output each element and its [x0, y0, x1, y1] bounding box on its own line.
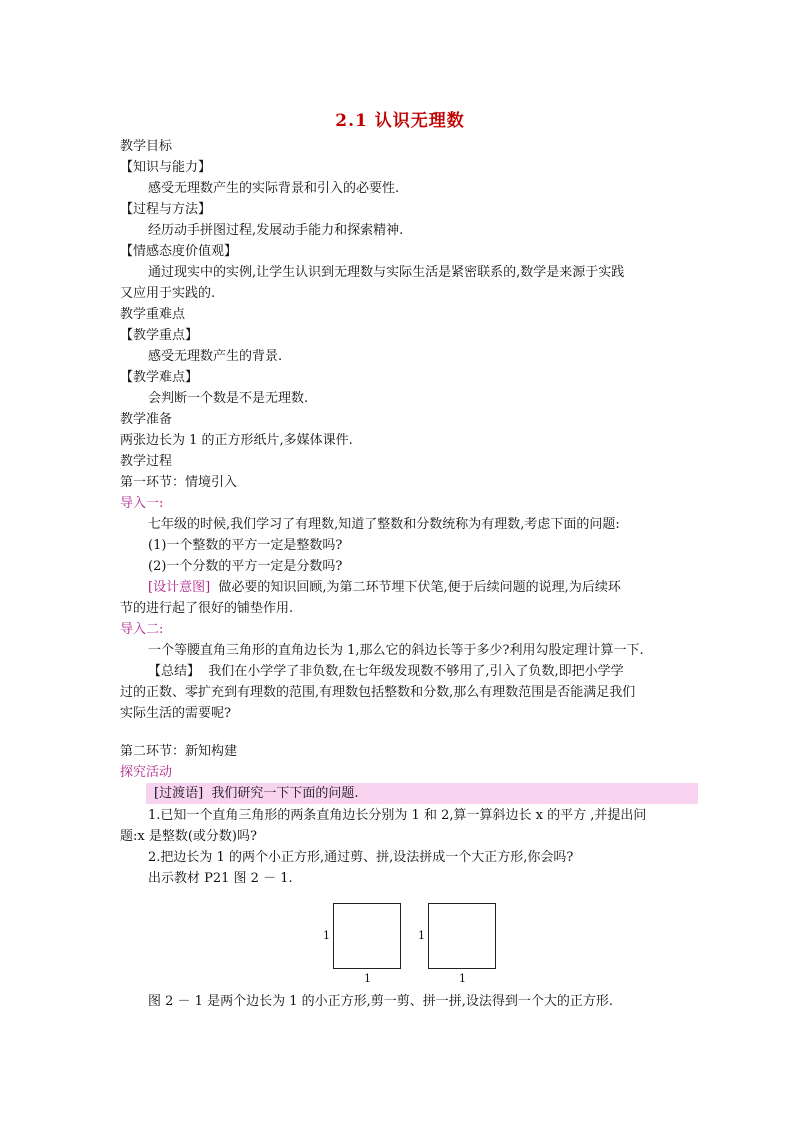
section-1-heading: 第一环节：情境引入: [120, 475, 238, 490]
right-square-bottom-label: 1: [459, 972, 466, 985]
figure-reference: 出示教材 P21 图 2 － 1.: [148, 871, 293, 886]
problem-2: 2.把边长为 1 的两个小正方形,通过剪、拼,设法拼成一个大正方形,你会吗?: [148, 850, 574, 865]
section-2-heading: 第二环节：新知构建: [120, 744, 238, 759]
hard-heading: 【教学难点】: [120, 370, 199, 385]
left-square-side-label: 1: [323, 929, 330, 942]
design-intent-label: [设计意图]: [148, 580, 211, 595]
problem-1-cont: 题:x 是整数(或分数)吗?: [120, 829, 257, 844]
left-square-bottom-label: 1: [364, 972, 371, 985]
process-heading: 【过程与方法】: [120, 202, 212, 217]
emotion-text: 通过现实中的实例,让学生认识到无理数与实际生活是紧密联系的,数学是来源于实践: [148, 265, 625, 280]
unit-square-right: [428, 903, 496, 969]
prep-text: 两张边长为 1 的正方形纸片,多媒体课件.: [120, 433, 353, 448]
summary-text: 我们在小学学了非负数,在七年级发现数不够用了,引入了负数,即把小学学: [208, 664, 624, 679]
transition-text: 我们研究一下下面的问题.: [211, 786, 359, 801]
figure-caption: 图 2 － 1 是两个边长为 1 的小正方形,剪一剪、拼一拼,设法得到一个大的正方形.: [148, 994, 614, 1009]
key-heading: 【教学重点】: [120, 328, 199, 343]
summary-label: 【总结】: [148, 664, 201, 679]
problem-1: 1.已知一个直角三角形的两条直角边长分别为 1 和 2,算一算斜边长 x 的平方 ,并提出问: [148, 808, 647, 823]
transition-label: [过渡语]: [154, 786, 204, 801]
knowledge-heading: 【知识与能力】: [120, 160, 212, 175]
hard-text: 会判断一个数是不是无理数.: [148, 391, 309, 406]
goals-heading: 教学目标: [120, 139, 173, 154]
intro-2-text: 一个等腰直角三角形的直角边长为 1,那么它的斜边长等于多少?利用勾股定理计算一下.: [148, 643, 644, 658]
design-intent-text: 做必要的知识回顾,为第二环节埋下伏笔,便于后续问题的说理,为后续环: [218, 580, 621, 595]
intro-1-text: 七年级的时候,我们学习了有理数,知道了整数和分数统称为有理数,考虑下面的问题:: [148, 517, 620, 532]
intro-1-label: 导入一:: [120, 496, 164, 511]
design-intent-cont: 节的进行起了很好的铺垫作用.: [120, 601, 294, 616]
explore-heading: 探究活动: [120, 765, 173, 780]
key-text: 感受无理数产生的背景.: [148, 349, 283, 364]
emotion-heading: 【情感态度价值观】: [120, 244, 238, 259]
knowledge-text: 感受无理数产生的实际背景和引入的必要性.: [148, 181, 400, 196]
emotion-text-cont: 又应用于实践的.: [120, 286, 216, 301]
unit-square-left: [333, 903, 401, 969]
process-text: 经历动手拼图过程,发展动手能力和探索精神.: [148, 223, 404, 238]
summary-cont-2: 实际生活的需要呢?: [120, 706, 231, 721]
right-square-side-label: 1: [418, 929, 425, 942]
summary-cont-1: 过的正数、零扩充到有理数的范围,有理数包括整数和分数,那么有理数范围是否能满足我们: [120, 685, 636, 700]
intro-2-label: 导入二:: [120, 622, 164, 637]
question-2: (2)一个分数的平方一定是分数吗?: [148, 559, 343, 574]
prep-heading: 教学准备: [120, 412, 173, 427]
transition: [154, 784, 359, 804]
design-intent: [148, 578, 621, 598]
difficulty-heading: 教学重难点: [120, 307, 186, 322]
teaching-process-heading: 教学过程: [120, 454, 173, 469]
page-title: 2.1 认识无理数: [335, 111, 465, 131]
summary: [148, 662, 624, 682]
question-1: (1)一个整数的平方一定是整数吗?: [148, 538, 343, 553]
